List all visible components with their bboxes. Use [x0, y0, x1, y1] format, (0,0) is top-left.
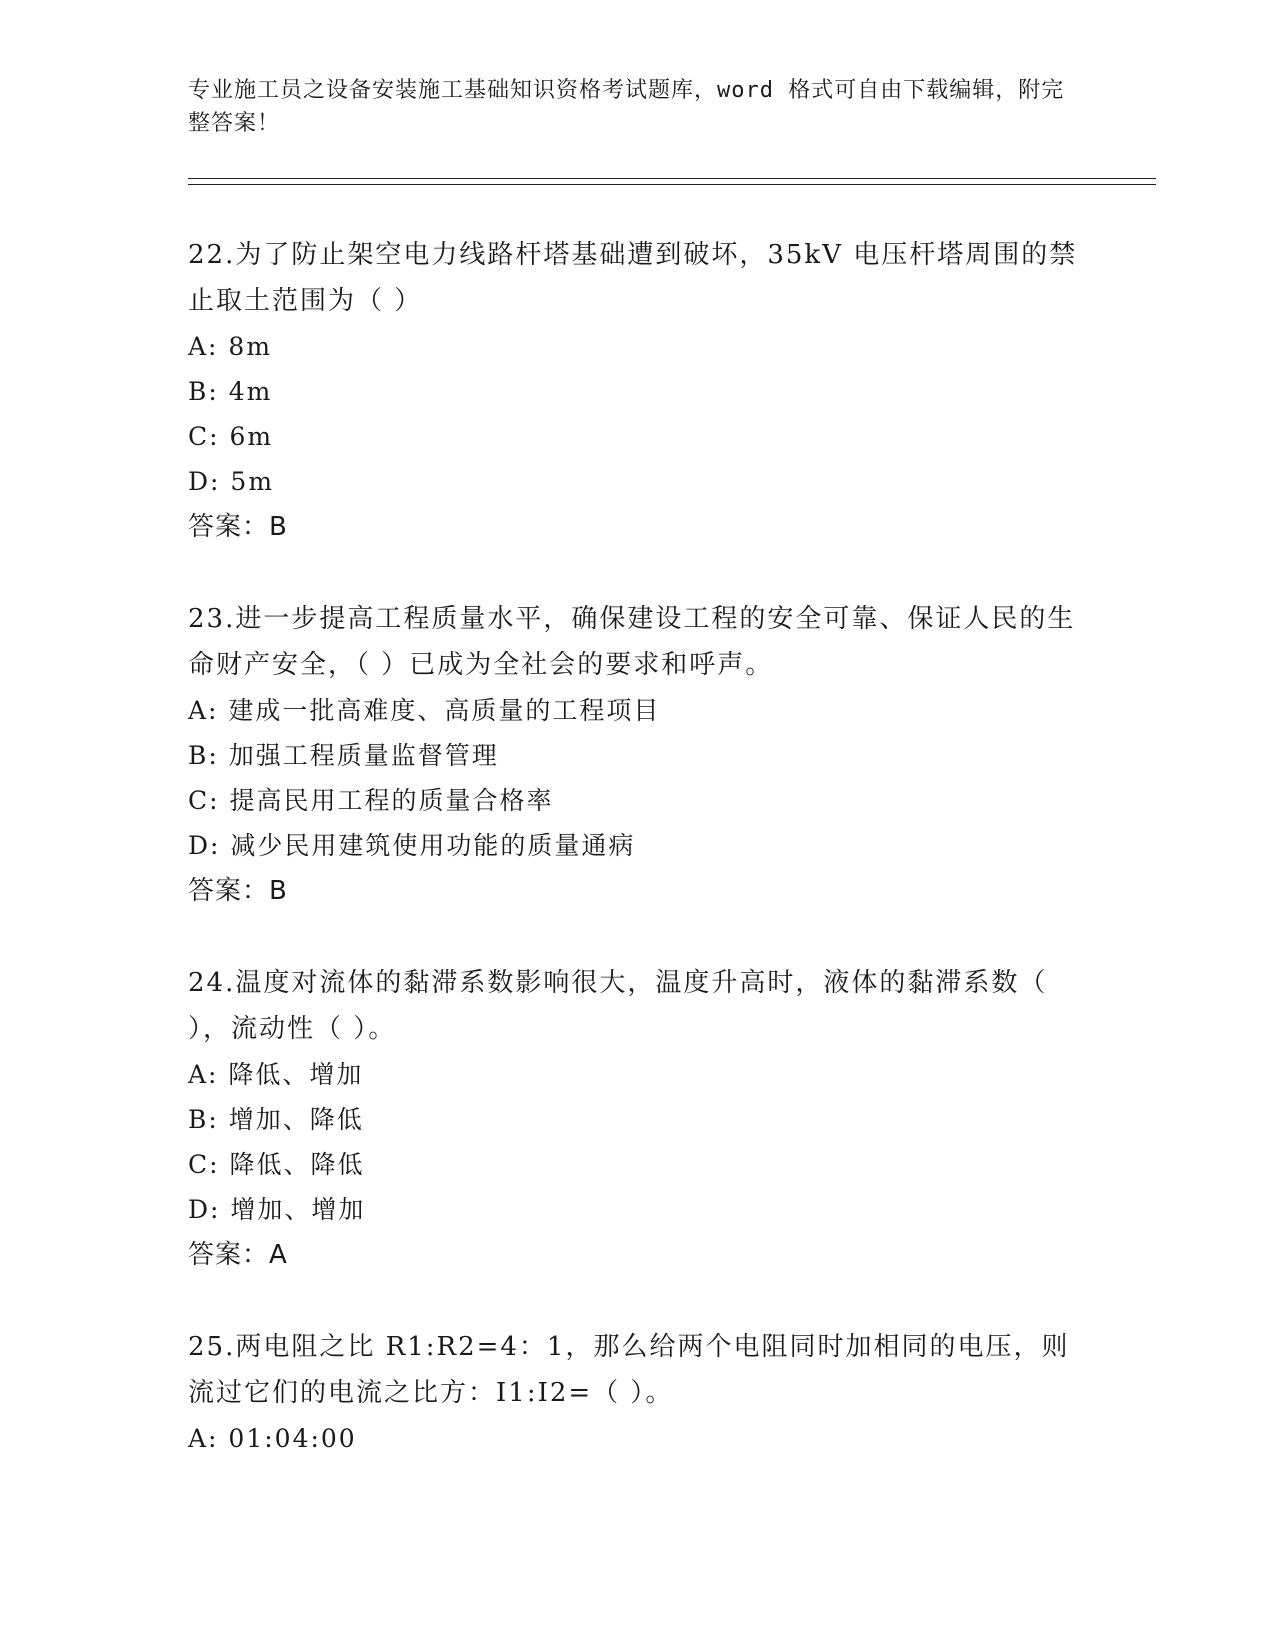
page-header: 专业施工员之设备安装施工基础知识资格考试题库，word 格式可自由下载编辑，附完整答案！	[188, 78, 1065, 136]
question-stem: 22.为了防止架空电力线路杆塔基础遭到破坏，35kV 电压杆塔周围的禁止取土范围为（ ）	[188, 240, 1078, 316]
option-b: B: 加强工程质量监督管理	[188, 741, 499, 770]
option-d: D: 减少民用建筑使用功能的质量通病	[188, 831, 636, 860]
header-divider-bottom	[188, 184, 1156, 185]
option-a: A: 8m	[188, 332, 273, 361]
question-stem: 24.温度对流体的黏滞系数影响很大，温度升高时，液体的黏滞系数（ ），流动性（ ）。	[188, 968, 1048, 1044]
answer: 答案：A	[188, 1240, 288, 1270]
option-c: C: 6m	[188, 422, 274, 451]
option-c: C: 降低、降低	[188, 1150, 365, 1179]
option-a: A: 01:04:00	[188, 1424, 357, 1453]
answer: 答案：B	[188, 512, 288, 542]
question-23	[188, 596, 1088, 914]
question-25	[188, 1324, 1088, 1461]
option-d: D: 5m	[188, 467, 275, 496]
option-b: B: 4m	[188, 377, 273, 406]
question-22	[188, 232, 1088, 550]
question-24	[188, 960, 1088, 1278]
question-stem: 25.两电阻之比 R1:R2=4：1，那么给两个电阻同时加相同的电压，则流过它们的电流之比方：I1:I2=（ ）。	[188, 1332, 1070, 1408]
header-divider-top	[188, 178, 1156, 179]
option-a: A: 降低、增加	[188, 1060, 364, 1089]
option-a: A: 建成一批高难度、高质量的工程项目	[188, 696, 661, 725]
answer: 答案：B	[188, 876, 288, 906]
question-stem: 23.进一步提高工程质量水平，确保建设工程的安全可靠、保证人民的生命财产安全，（ ）已成为全社会的要求和呼声。	[188, 604, 1076, 680]
option-b: B: 增加、降低	[188, 1105, 364, 1134]
option-d: D: 增加、增加	[188, 1195, 366, 1224]
option-c: C: 提高民用工程的质量合格率	[188, 786, 554, 815]
